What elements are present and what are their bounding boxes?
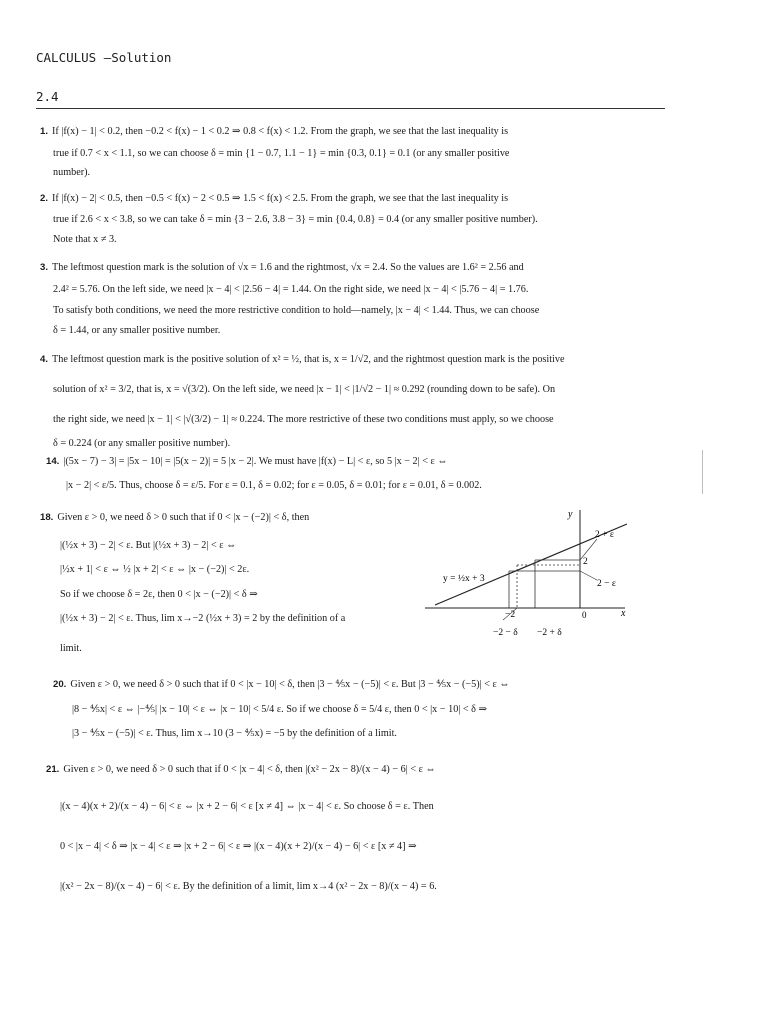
problem-line bbox=[46, 455, 448, 468]
section-number: 2.4 bbox=[36, 89, 59, 104]
document-title: CALCULUS –Solution bbox=[36, 50, 172, 65]
problem-line: true if 2.6 < x < 3.8, so we can take δ = min {3 − 2.6, 3.8 − 3} = min {0.4, 0.8} = 0.4 (or any smaller positive number). bbox=[53, 214, 538, 225]
function-label: y = ½x + 3 bbox=[443, 574, 485, 584]
problem-line: |3 − ⅘x − (−5)| < ε. Thus, lim x→10 (3 − ⅘x) = −5 by the definition of a limit. bbox=[72, 728, 397, 739]
y-axis-label: y bbox=[568, 509, 573, 520]
problem-text: Given ε > 0, we need δ > 0 such that if 0 < |x − 10| < δ, then |3 − ⅘x − (−5)| < ε. But |3 − ⅘x − (−5)| < ε ⇔ bbox=[70, 679, 510, 690]
problem-text: If |f(x) − 2| < 0.5, then −0.5 < f(x) − 2 < 0.5 ⇒ 1.5 < f(x) < 2.5. From the graph, we see that the last inequality is bbox=[52, 193, 509, 204]
problem-line: δ = 0.224 (or any smaller positive number). bbox=[53, 438, 231, 449]
x-axis-label: x bbox=[621, 608, 626, 619]
problem-line: the right side, we need |x − 1| < |√(3/2) − 1| ≈ 0.224. The more restrictive of these two conditions must apply, so we choose bbox=[53, 414, 554, 425]
left-x-label: −2 − δ bbox=[493, 628, 518, 638]
problem-text: The leftmost question mark is the solution of √x = 1.6 and the rightmost, √x = 2.4. So the values are 1.6² = 2.56 and bbox=[52, 262, 524, 273]
problem-line bbox=[40, 353, 565, 366]
problem-line: |(x² − 2x − 8)/(x − 4) − 6| < ε. By the definition of a limit, lim x→4 (x² − 2x − 8)/(x − 4) = 6. bbox=[60, 881, 437, 892]
problem-line: |(½x + 3) − 2| < ε. Thus, lim x→−2 (½x + 3) = 2 by the definition of a bbox=[60, 613, 346, 624]
problem-line: number). bbox=[53, 167, 91, 178]
problem-line: |x − 2| < ε/5. Thus, choose δ = ε/5. For ε = 0.1, δ = 0.02; for ε = 0.05, δ = 0.01; for ε = 0.01, δ = 0.002. bbox=[66, 480, 482, 491]
problem-number: 3. bbox=[40, 262, 49, 273]
problem-text: |(5x − 7) − 3| = |5x − 10| = |5(x − 2)| = 5 |x − 2|. We must have |f(x) − L| < ε, so 5 |x − 2| < ε ⇔ bbox=[63, 456, 448, 467]
problem-line: 0 < |x − 4| < δ ⇒ |x − 4| < ε ⇒ |x + 2 − 6| < ε ⇒ |(x − 4)(x + 2)/(x − 4) − 6| < ε [x ≠ 4] ⇒ bbox=[60, 841, 417, 852]
problem-line: true if 0.7 < x < 1.1, so we can choose δ = min {1 − 0.7, 1.1 − 1} = min {0.3, 0.1} = 0.1 (or any smaller positive bbox=[53, 148, 510, 159]
right-x-label: −2 + δ bbox=[537, 628, 562, 638]
problem-line: solution of x² = 3/2, that is, x = √(3/2). On the left side, we need |x − 1| < |1/√2 − 1| ≈ 0.292 (rounding down to be safe). On bbox=[53, 384, 556, 395]
lower-label-leader bbox=[580, 571, 597, 580]
problem-line bbox=[40, 192, 508, 205]
problem-line: 2.4² = 5.76. On the left side, we need |x − 4| < |2.56 − 4| = 1.44. On the right side, we need |x − 4| < |5.76 − 4| = 1.76. bbox=[53, 284, 529, 295]
upper-bound-label: 2 + ε bbox=[595, 530, 614, 540]
problem-text: The leftmost question mark is the positive solution of x² = ½, that is, x = 1/√2, and the rightmost question mark is the positive bbox=[52, 354, 565, 365]
problem-line: So if we choose δ = 2ε, then 0 < |x − (−2)| < δ ⇒ bbox=[60, 589, 258, 600]
problem-line: To satisfy both conditions, we need the more restrictive condition to hold—namely, |x − 4| < 1.44. Thus, we can choose bbox=[53, 305, 540, 316]
problem-number: 2. bbox=[40, 193, 49, 204]
problem-number: 4. bbox=[40, 354, 49, 365]
problem-number: 1. bbox=[40, 126, 49, 137]
center-x-label: −2 bbox=[505, 610, 516, 620]
problem-line bbox=[40, 511, 309, 524]
problem-text: If |f(x) − 1| < 0.2, then −0.2 < f(x) − 1 < 0.2 ⇒ 0.8 < f(x) < 1.2. From the graph, we see that the last inequality is bbox=[52, 126, 509, 137]
problem-text: Given ε > 0, we need δ > 0 such that if 0 < |x − (−2)| < δ, then bbox=[57, 512, 310, 523]
problem-line: |½x + 1| < ε ⇔ ½ |x + 2| < ε ⇔ |x − (−2)| < 2ε. bbox=[60, 564, 250, 575]
problem-line bbox=[53, 678, 510, 691]
problem-number: 14. bbox=[46, 456, 60, 467]
header-rule bbox=[36, 108, 665, 109]
problem-line: limit. bbox=[60, 643, 82, 654]
problem-line: |(½x + 3) − 2| < ε. But |(½x + 3) − 2| < ε ⇔ bbox=[60, 540, 237, 551]
linear-function-figure bbox=[425, 505, 650, 645]
margin-mark bbox=[702, 450, 703, 494]
problem-number: 21. bbox=[46, 764, 60, 775]
problem-line: Note that x ≠ 3. bbox=[53, 234, 117, 245]
problem-number: 18. bbox=[40, 512, 54, 523]
problem-line bbox=[40, 261, 524, 274]
mid-label: 2 bbox=[583, 557, 588, 567]
problem-text: Given ε > 0, we need δ > 0 such that if 0 < |x − 4| < δ, then |(x² − 2x − 8)/(x − 4) − 6| < ε ⇔ bbox=[63, 764, 436, 775]
problem-line: |8 − ⅘x| < ε ⇔ |−⅘| |x − 10| < ε ⇔ |x − 10| < 5/4 ε. So if we choose δ = 5/4 ε, then 0 < |x − 10| < δ ⇒ bbox=[72, 704, 488, 715]
problem-line bbox=[40, 125, 508, 138]
problem-number: 20. bbox=[53, 679, 67, 690]
problem-line bbox=[46, 763, 436, 776]
lower-bound-label: 2 − ε bbox=[597, 579, 616, 589]
origin-label: 0 bbox=[582, 610, 587, 620]
problem-line: δ = 1.44, or any smaller positive number. bbox=[53, 325, 221, 336]
problem-line: |(x − 4)(x + 2)/(x − 4) − 6| < ε ⇔ |x + 2 − 6| < ε [x ≠ 4] ⇔ |x − 4| < ε. So choose δ = ε. Then bbox=[60, 801, 434, 812]
